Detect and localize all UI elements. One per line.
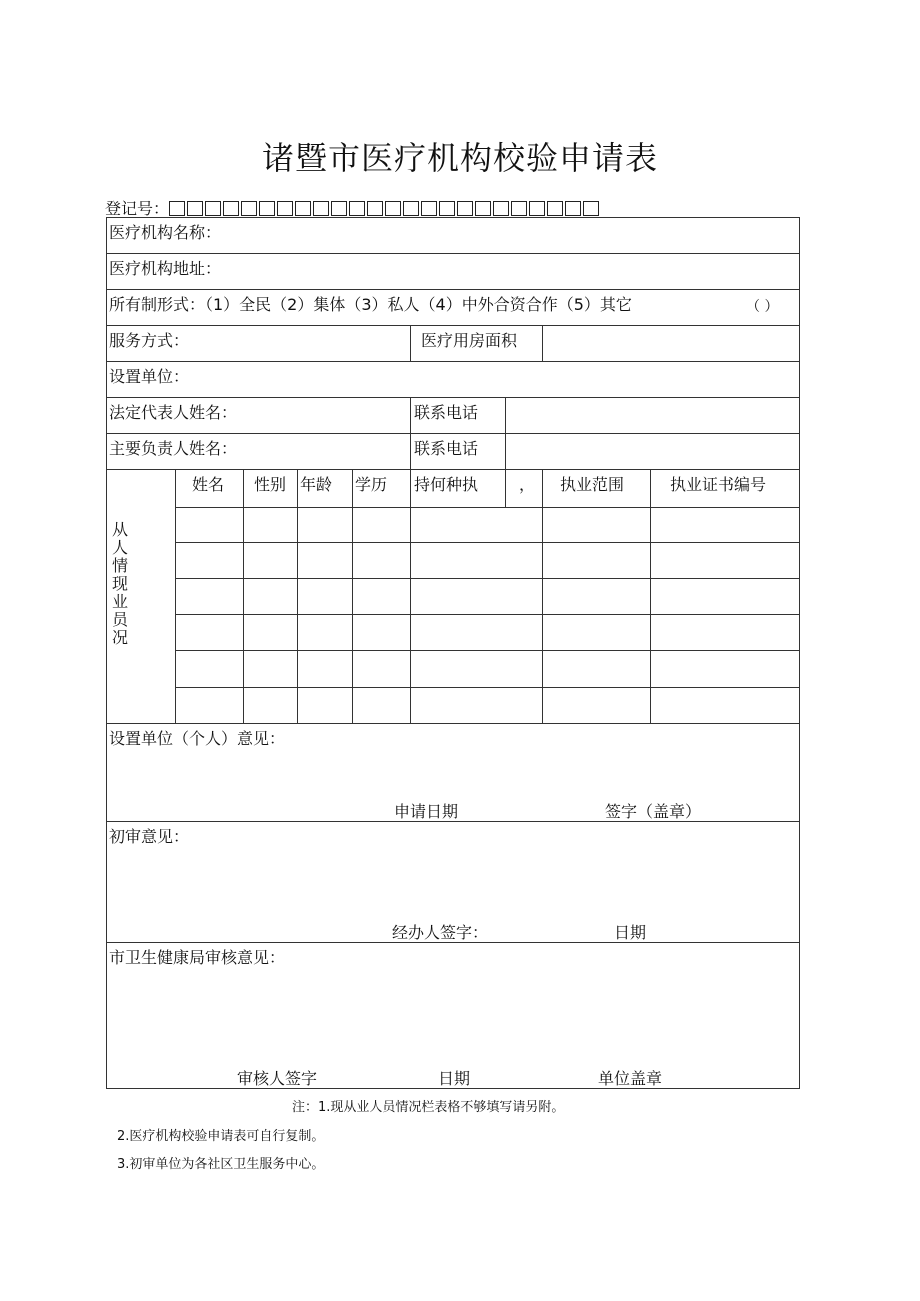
header-cert-no: 执业证书编号 xyxy=(670,475,767,494)
registration-digit-box[interactable] xyxy=(259,201,275,216)
header-age: 年龄 xyxy=(300,475,333,494)
staff-col-line xyxy=(175,469,176,723)
header-gender: 性别 xyxy=(254,475,287,494)
staff-row-line xyxy=(175,578,800,579)
staff-col-line xyxy=(505,469,506,507)
page-title: 诸暨市医疗机构校验申请表 xyxy=(261,139,658,177)
form-right-border xyxy=(799,217,800,1089)
staff-col-line xyxy=(352,469,353,723)
application-date-label: 申请日期 xyxy=(394,802,459,821)
note-2: 2.医疗机构校验申请表可自行复制。 xyxy=(117,1129,325,1144)
signature-seal-label: 签字（盖章） xyxy=(605,802,702,821)
row-line xyxy=(106,217,800,218)
staff-col-line xyxy=(243,469,244,723)
registration-number xyxy=(105,196,601,219)
staff-col-line xyxy=(542,469,543,723)
unit-seal-label: 单位盖章 xyxy=(598,1069,663,1088)
registration-digit-box[interactable] xyxy=(331,201,347,216)
header-scope: 执业范围 xyxy=(560,475,625,494)
registration-digit-box[interactable] xyxy=(277,201,293,216)
header-cert-type: 持何种执 xyxy=(414,475,479,494)
header-name: 姓名 xyxy=(192,475,225,494)
institution-address-label: 医疗机构地址： xyxy=(109,259,222,278)
staff-col-line xyxy=(297,469,298,723)
registration-digit-box[interactable] xyxy=(583,201,599,216)
row-line xyxy=(106,469,800,470)
row-line xyxy=(106,433,800,434)
registration-label: 登记号： xyxy=(105,199,170,218)
service-divider xyxy=(410,325,411,361)
phone-label: 联系电话 xyxy=(414,403,479,422)
registration-digit-box[interactable] xyxy=(457,201,473,216)
preliminary-opinion-label: 初审意见： xyxy=(109,827,190,846)
ownership-label: 所有制形式：（1）全民（2）集体（3）私人（4）中外合资合作（5）其它 xyxy=(109,295,632,314)
handler-signature-label: 经办人签字： xyxy=(392,923,489,942)
phone-value-divider xyxy=(505,397,506,469)
registration-digit-box[interactable] xyxy=(547,201,563,216)
staff-row-line xyxy=(175,507,800,508)
header-education: 学历 xyxy=(355,475,388,494)
note-3: 3.初审单位为各社区卫生服务中心。 xyxy=(117,1157,325,1172)
floor-area-label: 医疗用房面积 xyxy=(421,331,518,350)
registration-digit-box[interactable] xyxy=(439,201,455,216)
registration-digit-box[interactable] xyxy=(493,201,509,216)
note-1: 注：1.现从业人员情况栏表格不够填写请另附。 xyxy=(292,1100,565,1115)
institution-name-label: 医疗机构名称： xyxy=(109,223,222,242)
setup-unit-label: 设置单位： xyxy=(109,367,190,386)
registration-digit-box[interactable] xyxy=(241,201,257,216)
reviewer-signature-label: 审核人签字 xyxy=(237,1069,318,1088)
ownership-choice[interactable]: （ ） xyxy=(746,299,779,315)
setup-unit-opinion-label: 设置单位（个人）意见： xyxy=(109,729,286,748)
registration-boxes[interactable] xyxy=(169,199,601,218)
registration-digit-box[interactable] xyxy=(169,201,185,216)
registration-digit-box[interactable] xyxy=(205,201,221,216)
phone-divider xyxy=(410,397,411,469)
staff-row-line xyxy=(175,650,800,651)
row-line xyxy=(106,361,800,362)
service-mode-label: 服务方式： xyxy=(109,331,190,350)
registration-digit-box[interactable] xyxy=(223,201,239,216)
staff-col-line xyxy=(410,469,411,723)
row-line xyxy=(106,289,800,290)
staff-row-line xyxy=(175,687,800,688)
registration-digit-box[interactable] xyxy=(295,201,311,216)
row-line xyxy=(106,325,800,326)
preliminary-date-label: 日期 xyxy=(614,923,647,942)
header-comma: ， xyxy=(519,475,536,494)
health-bureau-opinion-label: 市卫生健康局审核意见： xyxy=(109,948,286,967)
staff-side-label: 从 人 情 现 业 员 况 xyxy=(111,520,128,647)
registration-digit-box[interactable] xyxy=(511,201,527,216)
registration-digit-box[interactable] xyxy=(367,201,383,216)
phone-label: 联系电话 xyxy=(414,439,479,458)
registration-digit-box[interactable] xyxy=(187,201,203,216)
form-left-border xyxy=(106,217,107,1089)
staff-row-line xyxy=(175,542,800,543)
staff-row-line xyxy=(175,614,800,615)
row-line xyxy=(106,723,800,724)
chief-label: 主要负责人姓名： xyxy=(109,439,238,458)
registration-digit-box[interactable] xyxy=(403,201,419,216)
row-line xyxy=(106,253,800,254)
area-divider xyxy=(542,325,543,361)
registration-digit-box[interactable] xyxy=(565,201,581,216)
row-line xyxy=(106,397,800,398)
legal-rep-label: 法定代表人姓名： xyxy=(109,403,238,422)
registration-digit-box[interactable] xyxy=(349,201,365,216)
registration-digit-box[interactable] xyxy=(313,201,329,216)
registration-digit-box[interactable] xyxy=(421,201,437,216)
staff-col-line xyxy=(650,469,651,723)
registration-digit-box[interactable] xyxy=(475,201,491,216)
review-date-label: 日期 xyxy=(438,1069,471,1088)
registration-digit-box[interactable] xyxy=(529,201,545,216)
registration-digit-box[interactable] xyxy=(385,201,401,216)
